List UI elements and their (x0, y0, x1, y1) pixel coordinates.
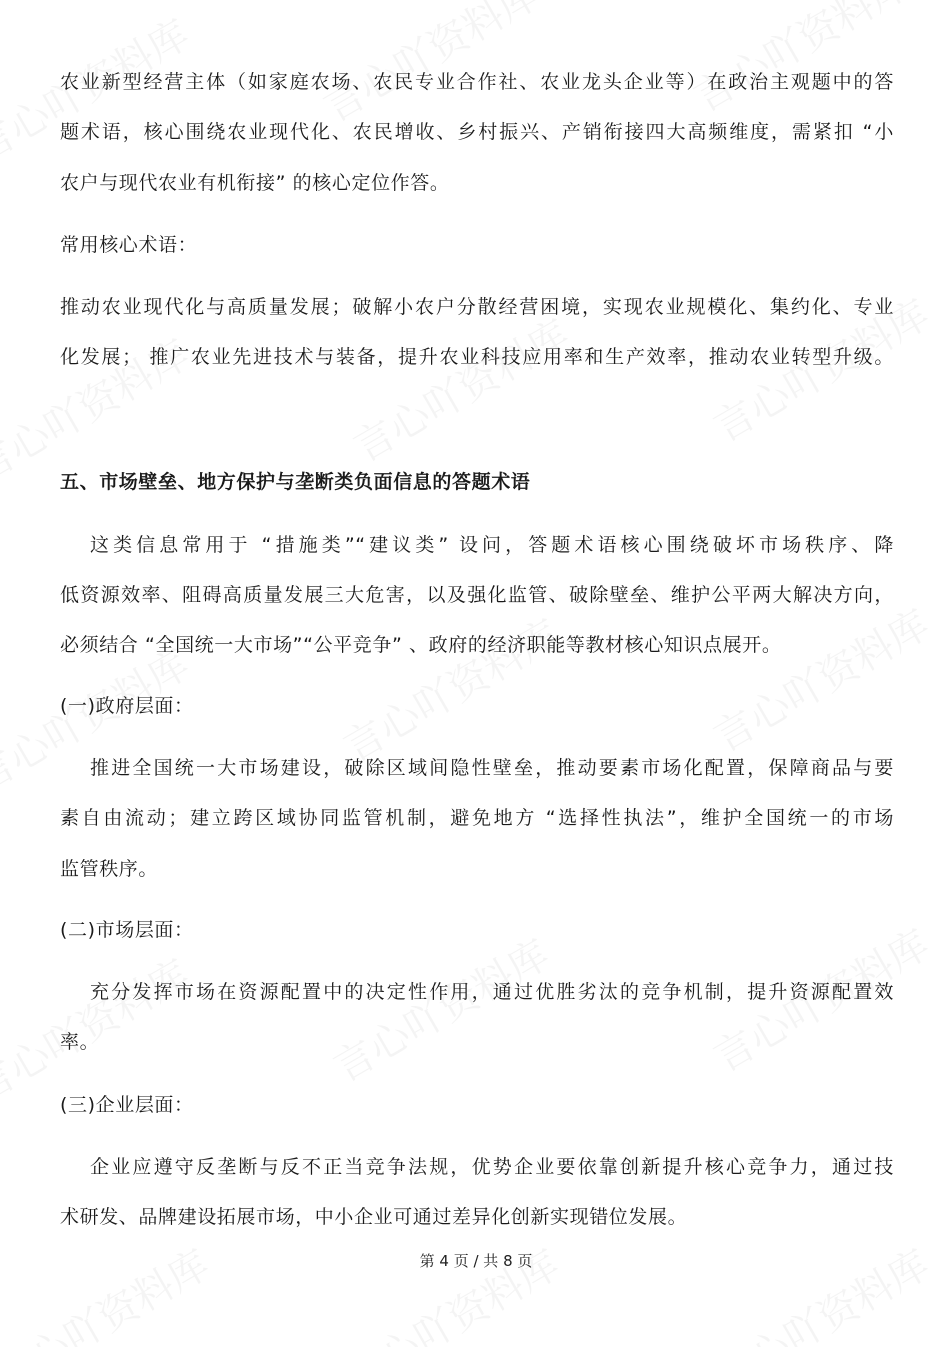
intro-paragraph-line: 农业新型经营主体（如家庭农场、农民专业合作社、农业龙头企业等）在政治主观题中的答 (60, 71, 894, 93)
intro-paragraph-line: 农户与现代农业有机衔接” 的核心定位作答。 (60, 172, 450, 194)
watermark (0, 944, 198, 1113)
government-paragraph-line: 素自由流动；建立跨区域协同监管机制，避免地方 “选择性执法”，维护全国统一的市场 (60, 807, 894, 829)
footer-prefix: 第 (419, 1252, 435, 1270)
watermark (682, 0, 918, 123)
intro-paragraph-line: 题术语，核心围绕农业现代化、农民增收、乡村振兴、产销衔接四大高频维度，需紧扣 “小 (60, 121, 894, 143)
market-paragraph-line: 充分发挥市场在资源配置中的决定性作用，通过优胜劣汰的竞争机制，提升资源配置效 (90, 981, 894, 1003)
section-paragraph-line: 这类信息常用于 “措施类”“建议类” 设问，答题术语核心围绕破坏市场秩序、降 (90, 534, 894, 556)
current-page-number: 4 (439, 1252, 449, 1270)
government-paragraph-line: 监管秩序。 (60, 858, 159, 880)
section-paragraph-line: 必须结合 “全国统一大市场”“公平竞争” 、政府的经济职能等教材核心知识点展开。 (60, 634, 782, 656)
government-paragraph-line: 推进全国统一大市场建设，破除区域间隐性壁垒，推动要素市场化配置，保障商品与要 (90, 757, 894, 779)
market-level-label: (二)市场层面： (60, 919, 194, 941)
footer-middle: 页 / 共 (453, 1252, 499, 1270)
watermark (332, 604, 568, 773)
core-terms-line: 推动农业现代化与高质量发展；破解小农户分散经营困境，实现农业规模化、集约化、专业 (60, 296, 894, 318)
core-terms-line: 化发展； 推广农业先进技术与装备，提升农业科技应用率和生产效率，推动农业转型升级。 (60, 346, 894, 368)
watermark (312, 0, 548, 133)
market-paragraph-line: 率。 (60, 1031, 100, 1053)
total-page-count: 8 (503, 1252, 513, 1270)
watermark (342, 304, 578, 473)
core-terms-label: 常用核心术语： (60, 234, 198, 256)
footer-suffix: 页 (517, 1252, 533, 1270)
section-paragraph-line: 低资源效率、阻碍高质量发展三大危害，以及强化监管、破除壁垒、维护公平两大解决方向， (60, 584, 894, 606)
enterprise-paragraph-line: 术研发、品牌建设拓展市场，中小企业可通过差异化创新实现错位发展。 (60, 1206, 688, 1228)
enterprise-paragraph-line: 企业应遵守反垄断与反不正当竞争法规，优势企业要依靠创新提升核心竞争力，通过技 (90, 1156, 894, 1178)
page-footer (0, 1250, 952, 1271)
watermark (702, 594, 938, 763)
enterprise-level-label: (三)企业层面： (60, 1094, 194, 1116)
section-heading: 五、市场壁垒、地方保护与垄断类负面信息的答题术语 (60, 471, 531, 493)
government-level-label: (一)政府层面： (60, 695, 194, 717)
watermark (322, 924, 558, 1093)
